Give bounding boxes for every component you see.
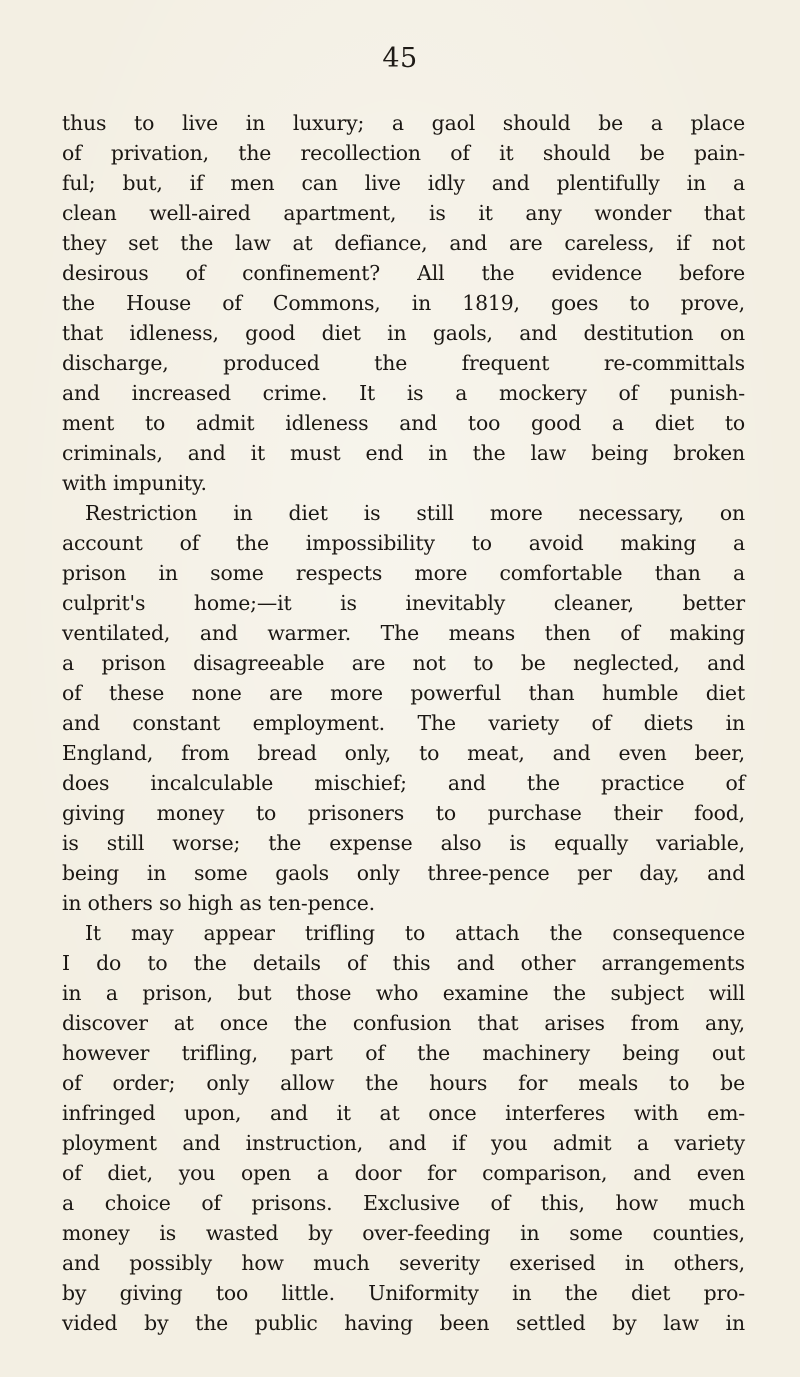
text-line: England, from bread only, to meat, and even beer, <box>62 741 745 765</box>
text-line: clean well-aired apartment, is it any wonder that <box>62 201 745 225</box>
text-line: of privation, the recollection of it should be pain- <box>62 141 745 165</box>
text-line: giving money to prisoners to purchase their food, <box>62 801 745 825</box>
text-line: by giving too little. Uniformity in the diet pro- <box>62 1281 745 1305</box>
text-line: account of the impossibility to avoid making a <box>62 531 745 555</box>
text-line: prison in some respects more comfortable than a <box>62 561 745 585</box>
paragraph-end-line: with impunity. <box>62 471 207 495</box>
text-line: ventilated, and warmer. The means then of making <box>62 621 745 645</box>
text-line: being in some gaols only three-pence per day, and <box>62 861 745 885</box>
text-line: does incalculable mischief; and the practice of <box>62 771 745 795</box>
text-line: and constant employment. The variety of diets in <box>62 711 745 735</box>
text-line: is still worse; the expense also is equally variable, <box>62 831 745 855</box>
text-line: of diet, you open a door for comparison, and even <box>62 1161 745 1185</box>
text-line: ployment and instruction, and if you admit a variety <box>62 1131 745 1155</box>
paragraph-start-line: It may appear trifling to attach the consequence <box>85 921 745 945</box>
text-line: and increased crime. It is a mockery of punish- <box>62 381 745 405</box>
text-line: a prison disagreeable are not to be neglected, and <box>62 651 745 675</box>
text-line: vided by the public having been settled by law in <box>62 1311 745 1335</box>
page-number: 45 <box>382 43 418 74</box>
text-line: infringed upon, and it at once interferes with em- <box>62 1101 745 1125</box>
text-line: discharge, produced the frequent re-committals <box>62 351 745 375</box>
text-line: criminals, and it must end in the law being broken <box>62 441 745 465</box>
text-line: in a prison, but those who examine the subject will <box>62 981 745 1005</box>
text-line: of order; only allow the hours for meals to be <box>62 1071 745 1095</box>
text-line: discover at once the confusion that arises from any, <box>62 1011 745 1035</box>
text-line: thus to live in luxury; a gaol should be a place <box>62 111 745 135</box>
text-line: ful; but, if men can live idly and plentifully in a <box>62 171 745 195</box>
text-line: desirous of confinement? All the evidence before <box>62 261 745 285</box>
text-line: culprit's home;—it is inevitably cleaner, better <box>62 591 745 615</box>
paragraph-end-line: in others so high as ten-pence. <box>62 891 375 915</box>
paragraph-start-line: Restriction in diet is still more necessary, on <box>85 501 745 525</box>
text-line: money is wasted by over-feeding in some counties, <box>62 1221 745 1245</box>
text-line: however trifling, part of the machinery being out <box>62 1041 745 1065</box>
text-line: I do to the details of this and other arrangements <box>62 951 745 975</box>
text-line: a choice of prisons. Exclusive of this, how much <box>62 1191 745 1215</box>
text-line: that idleness, good diet in gaols, and destitution on <box>62 321 745 345</box>
text-line: ment to admit idleness and too good a diet to <box>62 411 745 435</box>
text-line: the House of Commons, in 1819, goes to prove, <box>62 291 745 315</box>
text-line: and possibly how much severity exerised in others, <box>62 1251 745 1275</box>
text-line: of these none are more powerful than humble diet <box>62 681 745 705</box>
body-text <box>62 108 745 1338</box>
text-line: they set the law at defiance, and are careless, if not <box>62 231 745 255</box>
